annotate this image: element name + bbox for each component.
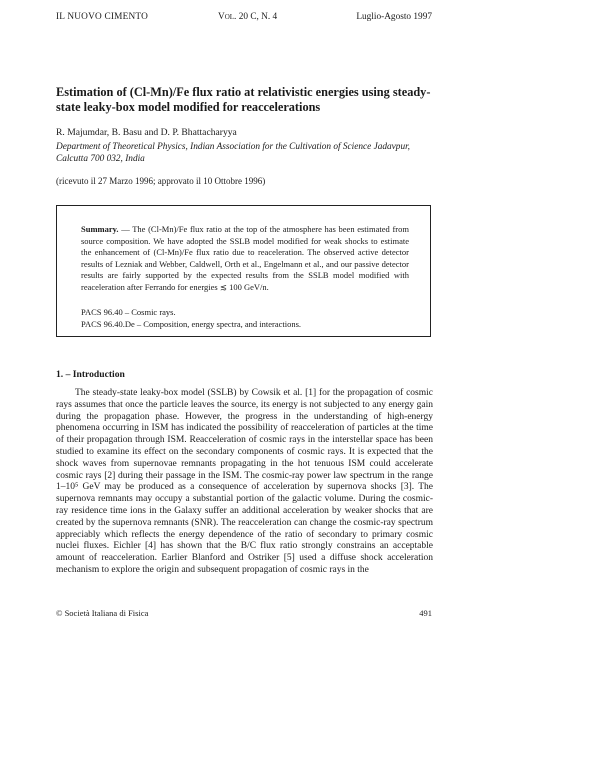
author-list: R. Majumdar, B. Basu and D. P. Bhattacharyya — [56, 127, 237, 138]
abstract-box — [56, 205, 431, 337]
abstract-summary — [81, 224, 409, 294]
paper-title: Estimation of (Cl-Mn)/Fe flux ratio at relativistic energies using steady-state leaky-box model modified for reaccelerations — [56, 85, 431, 114]
running-header — [56, 12, 432, 26]
journal-name: IL NUOVO CIMENTO — [56, 12, 149, 22]
pacs-code: PACS 96.40 – Cosmic rays. — [81, 307, 176, 317]
pacs-codes — [81, 307, 301, 330]
page-footer — [56, 608, 432, 620]
copyright-notice: © Società Italiana di Fisica — [56, 608, 149, 618]
summary-text: — The (Cl-Mn)/Fe flux ratio at the top of the atmosphere has been estimated from source composition. We have adopted the SSLB model modified for weak shocks to estimate the enhancement of (Cl-Mn)/Fe flux ratio due to reaceleration. The observed active detector results of Lezniak and Webber, Caldwell, Orth et al., Engelmann et al., and our passive detector results are fairly supported by the expected results from the SSLB model modified with reaceleration after Ferrando for energies ≲ 100 GeV/n. — [81, 224, 409, 292]
volume-number: Vol. 20 C, N. 4 — [218, 12, 278, 22]
page-number: 491 — [419, 608, 432, 618]
pacs-code: PACS 96.40.De – Composition, energy spectra, and interactions. — [81, 318, 302, 329]
section-body: The steady-state leaky-box model (SSLB) by Cowsik et al. [1] for the propagation of cosmic rays assumes that once the particle leaves the source, its energy is not subjected to any energy gain during the propagation phase. However, the progress in the understanding of high-energy phenomena occurring in ISM has indicated the possibility of reacceleration of particles at the time of their propagation through ISM. Reacceleration of cosmic rays in the interstellar space has been studied to examine its effect on the secondary components of cosmic rays. It is expected that the shock waves from supernovae remnants propagating in the hot tenuous ISM could accelerate cosmic rays [2] during their passage in the ISM. The cosmic-ray power law spectrum in the range 1–10⁵ GeV may be produced as a consequence of acceleration by supernova shocks [3]. The supernova remnants may occupy a substantial portion of the galactic volume. During the cosmic-ray residence time ions in the Galaxy suffer an additional acceleration by weaker shocks that are created by the supernova remnants (SNR). The reacceleration can change the cosmic-ray spectrum appreciably which reflects the energy dependence of the ratio of secondary to primary cosmic nuclei fluxes. Eichler [4] has shown that the B/C flux ratio strongly constrains an acceptable amount of reacceleration. Earlier Blanford and Ostriker [5] used a diffuse shock acceleration mechanism to explore the origin and subsequent propagation of cosmic rays in the — [56, 388, 433, 575]
issue-date: Luglio-Agosto 1997 — [356, 12, 432, 22]
received-dates: (ricevuto il 27 Marzo 1996; approvato il 10 Ottobre 1996) — [56, 176, 266, 186]
affiliation: Department of Theoretical Physics, Indian Association for the Cultivation of Science Jadavpur, Calcutta 700 032, India — [56, 142, 411, 164]
section-heading: 1. – Introduction — [56, 369, 125, 380]
summary-label: Summary. — [81, 224, 119, 234]
